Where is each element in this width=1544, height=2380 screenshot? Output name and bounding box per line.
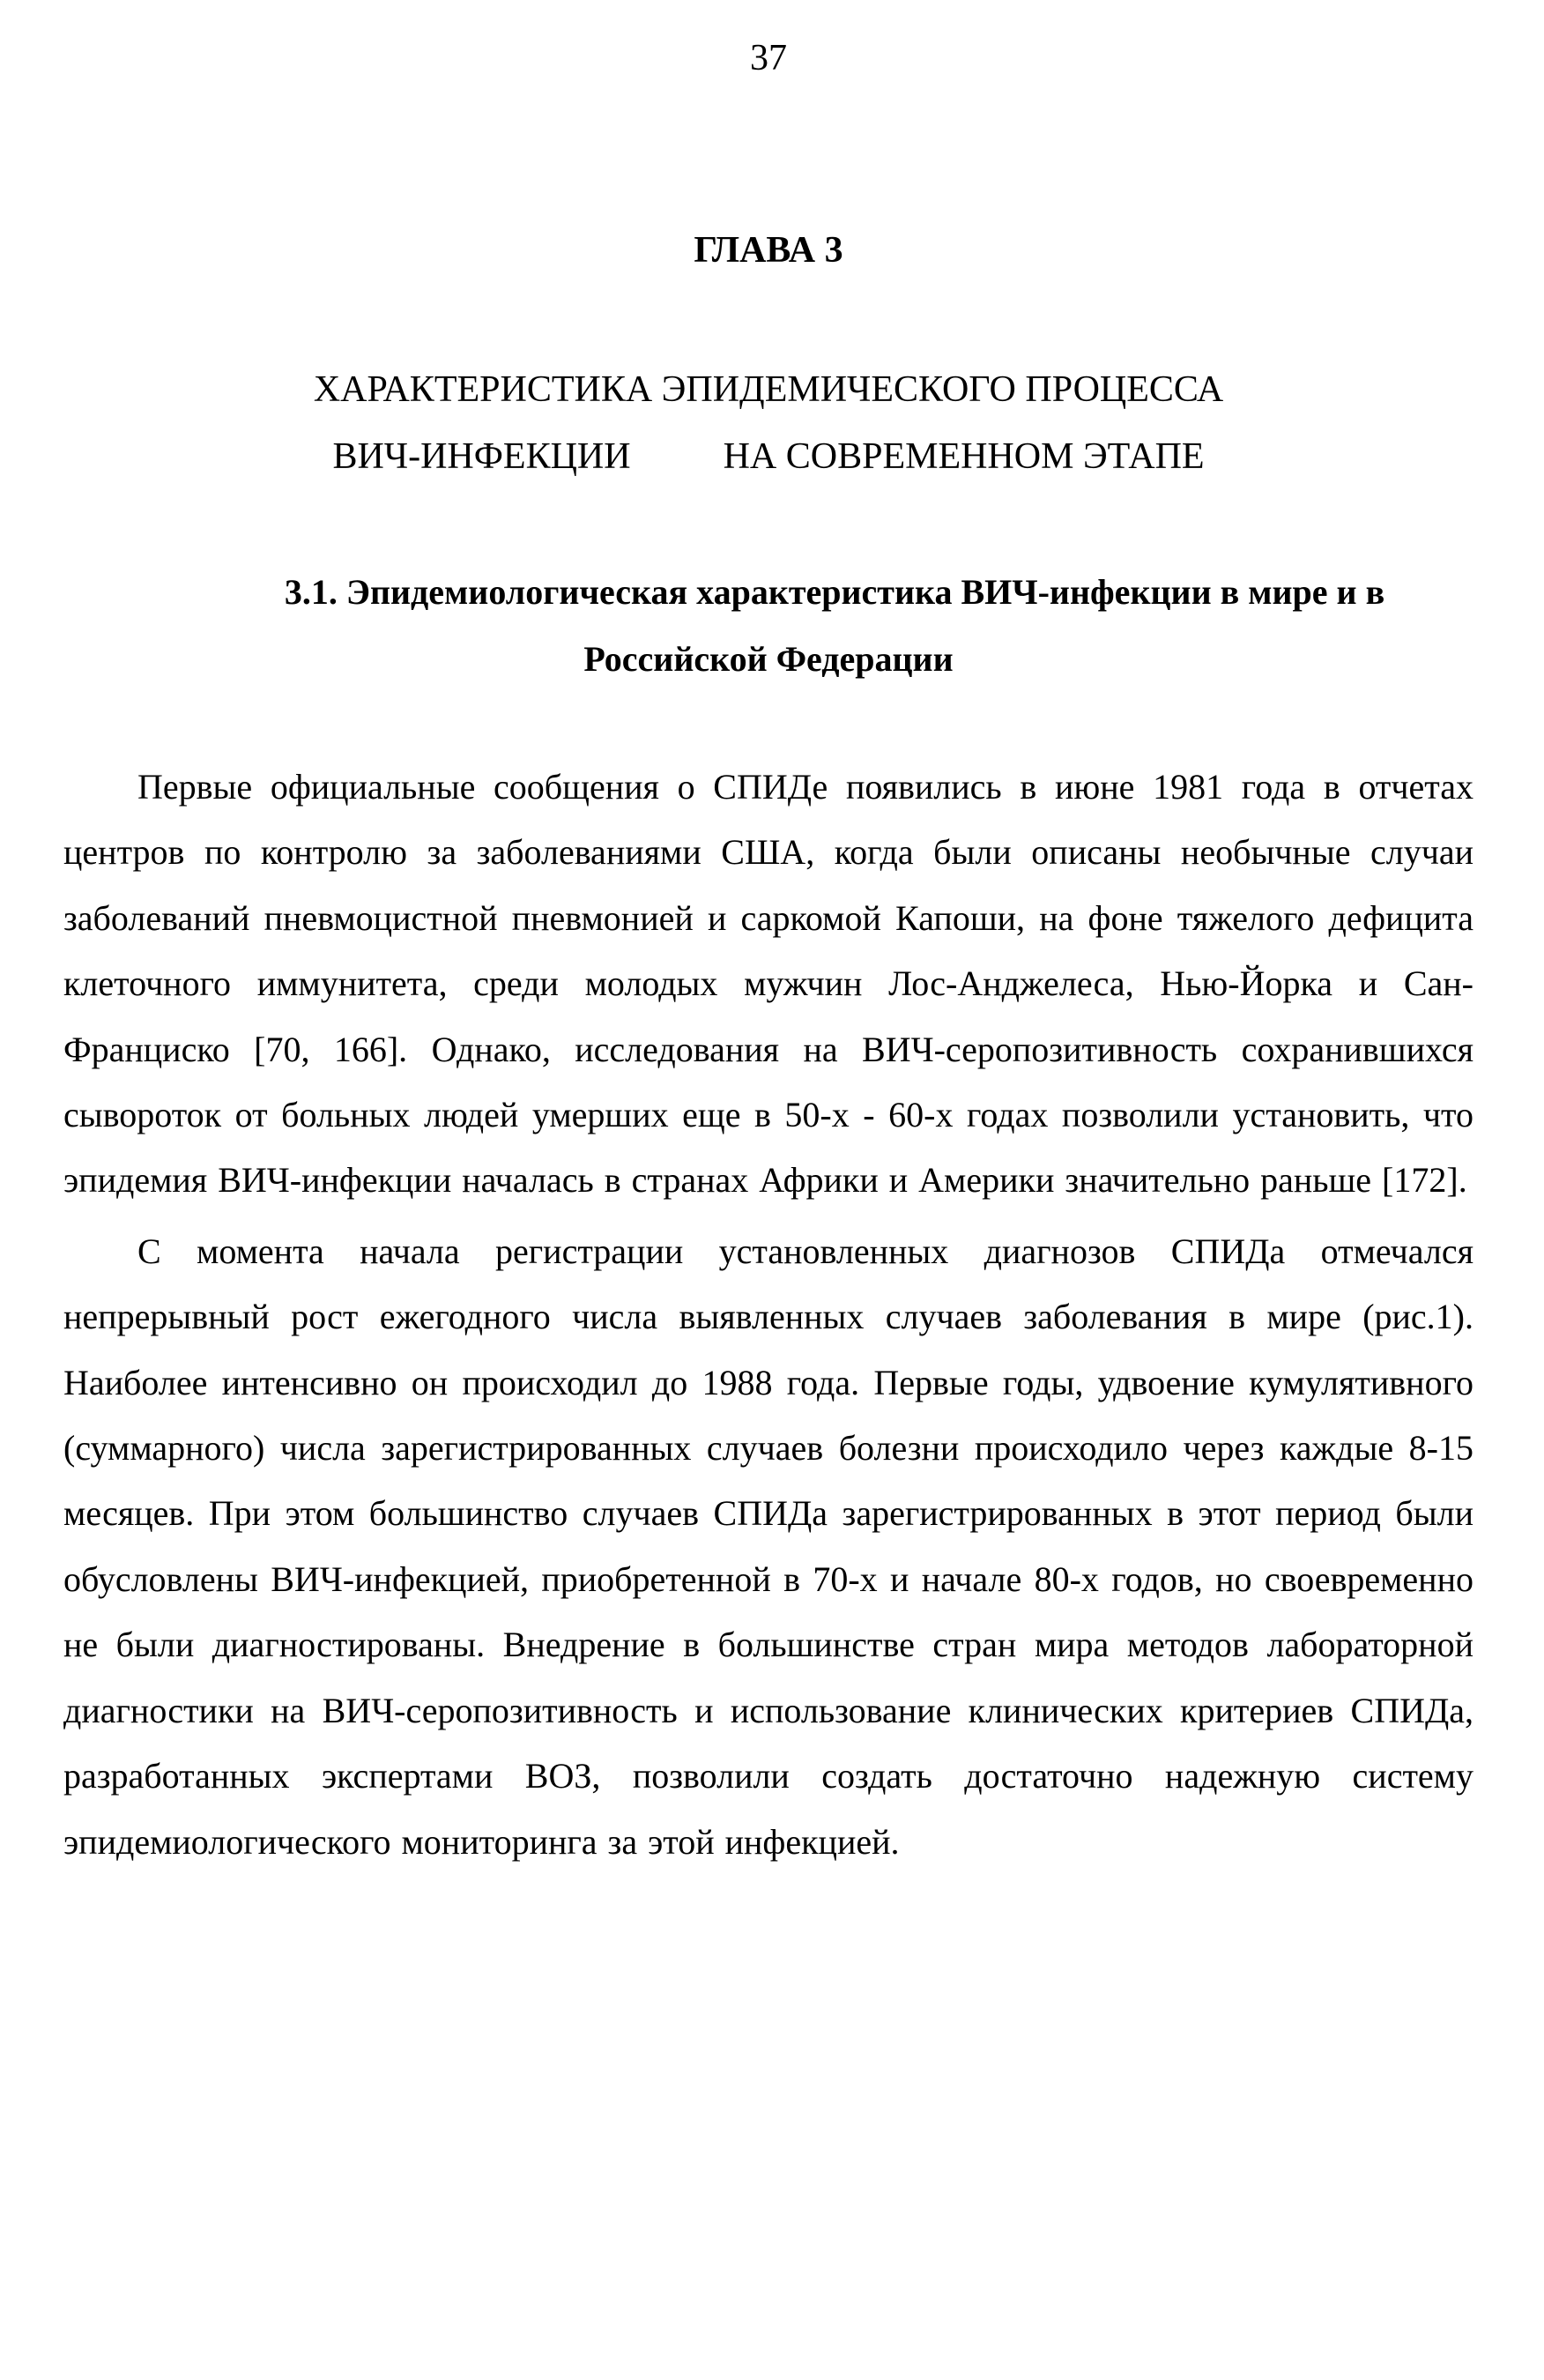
body-text — [63, 755, 1473, 1875]
page-number: 37 — [750, 38, 787, 78]
chapter-title — [63, 356, 1473, 490]
chapter-title-line-1: ХАРАКТЕРИСТИКА ЭПИДЕМИЧЕСКОГО ПРОЦЕССА — [313, 369, 1224, 410]
paragraph-2: С момента начала регистрации установленных диагнозов СПИДа отмечался непрерывный рост ежегодного числа выявленных случаев заболевания в мире (рис.1). Наиболее интенсивно он происходил до 1988 года. Первые годы, удвоение кумулятивного (суммарного) числа зарегистрированных случаев болезни происходило через каждые 8-15 месяцев. При этом большинство случаев СПИДа зарегистрированных в этот период были обусловлены ВИЧ-инфекцией, приобретенной в 70-х и начале 80-х годов, но своевременно не были диагностированы. Внедрение в большинстве стран мира методов лабораторной диагностики на ВИЧ-серопозитивность и использование клинических критериев СПИДа, разработанных экспертами ВОЗ, позволили создать достаточно надежную систему эпидемиологического мониторинга за этой инфекцией. — [63, 1231, 1473, 1862]
section-heading — [63, 559, 1473, 693]
chapter-title-line-2: ВИЧ-ИНФЕКЦИИ НА СОВРЕМЕННОМ ЭТАПЕ — [332, 436, 1205, 477]
paragraph-1: Первые официальные сообщения о СПИДе появились в июне 1981 года в отчетах центров по контролю за заболеваниями США, когда были описаны необычные случаи заболеваний пневмоцистной пневмонией и саркомой Капоши, на фоне тяжелого дефицита клеточного иммунитета, среди молодых мужчин Лос-Анджелеса, Нью-Йорка и Сан-Франциско [70, 166]. Однако, исследования на ВИЧ-серопозитивность сохранившихся сывороток от больных людей умерших еще в 50-х - 60-х годах позволили установить, что эпидемия ВИЧ-инфекции началась в странах Африки и Америки значительно раньше [172]. — [63, 767, 1473, 1201]
section-heading-line-2: Российской Федерации — [583, 639, 954, 679]
document-page — [63, 0, 1473, 2380]
chapter-label: ГЛАВА 3 — [694, 230, 843, 271]
section-heading-line-1: 3.1. Эпидемиологическая характеристика ВИЧ-инфекции в мире и в — [284, 572, 1385, 612]
